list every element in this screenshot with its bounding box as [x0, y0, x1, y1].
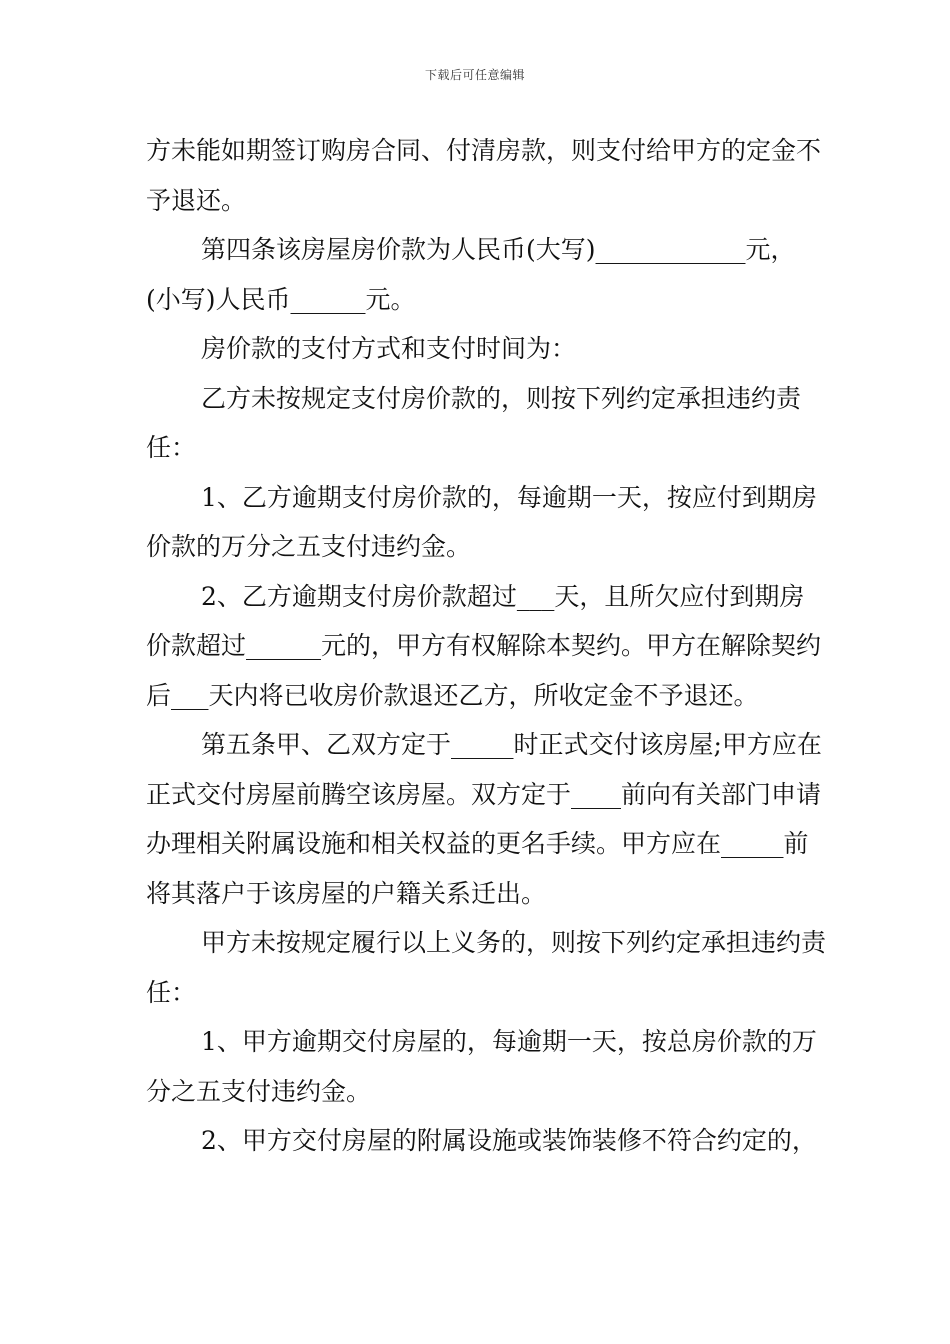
- paragraph-seller-default: 甲方未按规定履行以上义务的，则按下列约定承担违约责任：: [146, 928, 827, 1007]
- document-body: [146, 126, 826, 1166]
- paragraph-buyer-clause-2: 2、乙方逾期支付房价款超过___天，且所欠应付到期房价款超过______元的，甲方有权解除本契约。甲方在解除契约后___天内将已收房价款退还乙方，所收定金不予退还。: [146, 581, 822, 710]
- paragraph-buyer-clause-1: 1、乙方逾期支付房价款的，每逾期一天，按应付到期房价款的万分之五支付违约金。: [146, 482, 817, 561]
- paragraph-seller-clause-2: 2、甲方交付房屋的附属设施或装饰装修不符合约定的，: [201, 1126, 817, 1155]
- paragraph-seller-clause-1: 1、甲方逾期交付房屋的，每逾期一天，按总房价款的万分之五支付违约金。: [146, 1027, 817, 1106]
- paragraph-buyer-default: 乙方未按规定支付房价款的，则按下列约定承担违约责任：: [146, 383, 802, 462]
- paragraph-article-4: 第四条该房屋房价款为人民币(大写)____________元，(小写)人民币______元。: [146, 235, 796, 314]
- paragraph-payment-method: 房价款的支付方式和支付时间为：: [201, 334, 577, 363]
- paragraph-article-5: 第五条甲、乙双方定于_____时正式交付该房屋;甲方应在正式交付房屋前腾空该房屋。双方定于____前向有关部门申请办理相关附属设施和相关权益的更名手续。甲方应在_____前将其落户于该房屋的户籍关系迁出。: [146, 730, 822, 908]
- page-header-note: 下载后可任意编辑: [424, 68, 525, 82]
- paragraph-1: 方未能如期签订购房合同、付清房款，则支付给甲方的定金不予退还。: [146, 136, 822, 215]
